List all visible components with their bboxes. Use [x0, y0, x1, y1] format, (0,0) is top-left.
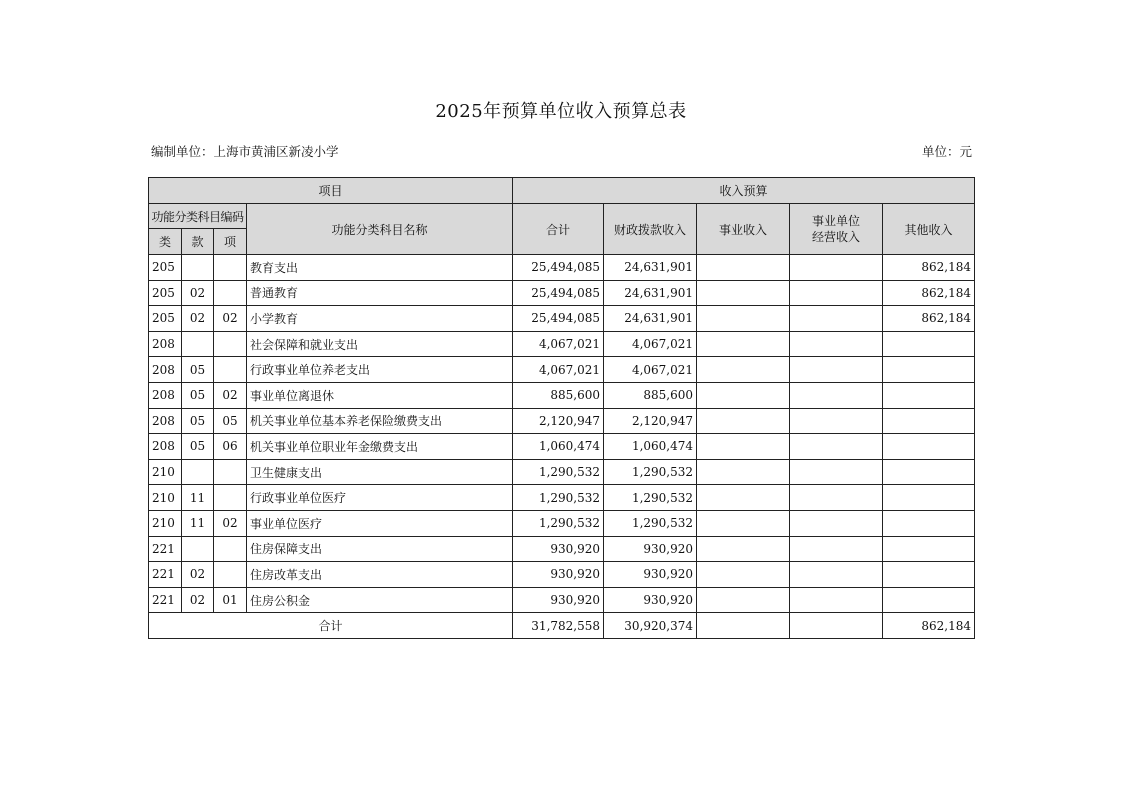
- cell-name: 机关事业单位职业年金缴费支出: [247, 434, 513, 460]
- header-code-group: 功能分类科目编码: [149, 204, 247, 229]
- cell-operating: [790, 510, 883, 536]
- cell-name: 住房公积金: [247, 587, 513, 613]
- budget-table: [148, 177, 975, 639]
- cell-xiang: 06: [214, 434, 247, 460]
- total-row: [149, 613, 975, 639]
- total-operating: [790, 613, 883, 639]
- cell-business: [697, 459, 790, 485]
- cell-name: 住房改革支出: [247, 562, 513, 588]
- cell-total: 1,290,532: [513, 459, 604, 485]
- cell-fiscal: 930,920: [604, 536, 697, 562]
- total-total: 31,782,558: [513, 613, 604, 639]
- cell-name: 教育支出: [247, 255, 513, 281]
- cell-kuan: 05: [182, 408, 214, 434]
- cell-lei: 221: [149, 562, 182, 588]
- cell-name: 普通教育: [247, 280, 513, 306]
- cell-other: [883, 408, 975, 434]
- cell-name: 社会保障和就业支出: [247, 331, 513, 357]
- cell-operating: [790, 408, 883, 434]
- table-row: [149, 485, 975, 511]
- cell-business: [697, 382, 790, 408]
- cell-xiang: 01: [214, 587, 247, 613]
- cell-business: [697, 280, 790, 306]
- table-row: [149, 562, 975, 588]
- cell-lei: 210: [149, 485, 182, 511]
- cell-xiang: [214, 459, 247, 485]
- cell-lei: 208: [149, 408, 182, 434]
- total-business: [697, 613, 790, 639]
- cell-operating: [790, 280, 883, 306]
- cell-fiscal: 930,920: [604, 587, 697, 613]
- table-row: [149, 382, 975, 408]
- cell-kuan: 02: [182, 562, 214, 588]
- cell-lei: 221: [149, 587, 182, 613]
- cell-xiang: [214, 562, 247, 588]
- cell-fiscal: 2,120,947: [604, 408, 697, 434]
- cell-total: 4,067,021: [513, 331, 604, 357]
- currency-unit: 单位：元: [921, 144, 972, 159]
- cell-name: 机关事业单位基本养老保险缴费支出: [247, 408, 513, 434]
- cell-operating: [790, 306, 883, 332]
- cell-fiscal: 930,920: [604, 562, 697, 588]
- cell-name: 事业单位医疗: [247, 510, 513, 536]
- cell-operating: [790, 536, 883, 562]
- total-label: 合计: [149, 613, 513, 639]
- total-fiscal: 30,920,374: [604, 613, 697, 639]
- table-row: [149, 408, 975, 434]
- header-kuan: 款: [182, 229, 214, 255]
- header-operating-line1: 事业单位: [812, 214, 861, 228]
- cell-other: [883, 434, 975, 460]
- cell-lei: 205: [149, 306, 182, 332]
- page-title: 2025年预算单位收入预算总表: [435, 101, 687, 122]
- header-lei: 类: [149, 229, 182, 255]
- cell-lei: 210: [149, 510, 182, 536]
- table-row: [149, 459, 975, 485]
- cell-kuan: 11: [182, 485, 214, 511]
- cell-operating: [790, 434, 883, 460]
- cell-lei: 208: [149, 331, 182, 357]
- cell-lei: 208: [149, 357, 182, 383]
- cell-operating: [790, 331, 883, 357]
- cell-other: [883, 587, 975, 613]
- header-operating: [790, 204, 883, 255]
- header-other: 其他收入: [883, 204, 975, 255]
- header-operating-line2: 经营收入: [812, 230, 861, 244]
- cell-fiscal: 1,290,532: [604, 485, 697, 511]
- cell-total: 930,920: [513, 562, 604, 588]
- cell-xiang: 02: [214, 382, 247, 408]
- cell-fiscal: 885,600: [604, 382, 697, 408]
- table-row: [149, 434, 975, 460]
- header-row-1: [149, 178, 975, 204]
- cell-operating: [790, 562, 883, 588]
- cell-kuan: [182, 331, 214, 357]
- cell-operating: [790, 459, 883, 485]
- cell-name: 住房保障支出: [247, 536, 513, 562]
- cell-total: 1,290,532: [513, 485, 604, 511]
- cell-kuan: 05: [182, 357, 214, 383]
- cell-kuan: [182, 536, 214, 562]
- cell-total: 885,600: [513, 382, 604, 408]
- header-name: 功能分类科目名称: [247, 204, 513, 255]
- cell-name: 事业单位离退休: [247, 382, 513, 408]
- cell-fiscal: 4,067,021: [604, 331, 697, 357]
- header-income-budget: 收入预算: [513, 178, 975, 204]
- cell-kuan: [182, 255, 214, 281]
- cell-fiscal: 24,631,901: [604, 306, 697, 332]
- cell-other: [883, 459, 975, 485]
- cell-total: 2,120,947: [513, 408, 604, 434]
- cell-business: [697, 306, 790, 332]
- cell-total: 4,067,021: [513, 357, 604, 383]
- cell-total: 930,920: [513, 587, 604, 613]
- header-xiang: 项: [214, 229, 247, 255]
- cell-business: [697, 562, 790, 588]
- cell-name: 小学教育: [247, 306, 513, 332]
- cell-lei: 221: [149, 536, 182, 562]
- cell-business: [697, 510, 790, 536]
- header-fiscal: 财政拨款收入: [604, 204, 697, 255]
- cell-business: [697, 434, 790, 460]
- cell-business: [697, 331, 790, 357]
- compiling-unit: 编制单位：上海市黄浦区新凌小学: [151, 144, 339, 159]
- cell-xiang: [214, 536, 247, 562]
- table-row: [149, 331, 975, 357]
- cell-kuan: 02: [182, 587, 214, 613]
- cell-total: 25,494,085: [513, 255, 604, 281]
- header-project: 项目: [149, 178, 513, 204]
- cell-operating: [790, 587, 883, 613]
- cell-xiang: 02: [214, 306, 247, 332]
- cell-business: [697, 536, 790, 562]
- cell-lei: 210: [149, 459, 182, 485]
- cell-kuan: 05: [182, 434, 214, 460]
- cell-name: 行政事业单位医疗: [247, 485, 513, 511]
- cell-operating: [790, 357, 883, 383]
- cell-xiang: 05: [214, 408, 247, 434]
- table-body: [149, 255, 975, 639]
- cell-xiang: 02: [214, 510, 247, 536]
- cell-name: 行政事业单位养老支出: [247, 357, 513, 383]
- cell-xiang: [214, 485, 247, 511]
- cell-xiang: [214, 255, 247, 281]
- table-row: [149, 510, 975, 536]
- cell-fiscal: 1,290,532: [604, 510, 697, 536]
- header-business: 事业收入: [697, 204, 790, 255]
- cell-other: 862,184: [883, 255, 975, 281]
- cell-fiscal: 4,067,021: [604, 357, 697, 383]
- cell-fiscal: 24,631,901: [604, 255, 697, 281]
- table-row: [149, 536, 975, 562]
- cell-total: 930,920: [513, 536, 604, 562]
- table-row: [149, 306, 975, 332]
- cell-fiscal: 1,060,474: [604, 434, 697, 460]
- cell-other: [883, 536, 975, 562]
- cell-total: 25,494,085: [513, 306, 604, 332]
- cell-operating: [790, 485, 883, 511]
- table-row: [149, 587, 975, 613]
- cell-total: 1,060,474: [513, 434, 604, 460]
- cell-operating: [790, 382, 883, 408]
- total-other: 862,184: [883, 613, 975, 639]
- cell-other: 862,184: [883, 306, 975, 332]
- cell-kuan: 02: [182, 306, 214, 332]
- table-row: [149, 357, 975, 383]
- cell-kuan: 05: [182, 382, 214, 408]
- cell-other: [883, 562, 975, 588]
- cell-lei: 205: [149, 255, 182, 281]
- cell-lei: 205: [149, 280, 182, 306]
- cell-xiang: [214, 357, 247, 383]
- cell-total: 1,290,532: [513, 510, 604, 536]
- table-row: [149, 280, 975, 306]
- cell-xiang: [214, 280, 247, 306]
- cell-business: [697, 357, 790, 383]
- cell-business: [697, 255, 790, 281]
- cell-other: [883, 510, 975, 536]
- cell-lei: 208: [149, 382, 182, 408]
- cell-lei: 208: [149, 434, 182, 460]
- cell-fiscal: 1,290,532: [604, 459, 697, 485]
- cell-business: [697, 408, 790, 434]
- cell-name: 卫生健康支出: [247, 459, 513, 485]
- cell-operating: [790, 255, 883, 281]
- cell-other: [883, 485, 975, 511]
- cell-kuan: [182, 459, 214, 485]
- cell-other: [883, 357, 975, 383]
- header-row-2: [149, 204, 975, 229]
- cell-other: [883, 382, 975, 408]
- cell-other: [883, 331, 975, 357]
- cell-kuan: 02: [182, 280, 214, 306]
- cell-total: 25,494,085: [513, 280, 604, 306]
- cell-kuan: 11: [182, 510, 214, 536]
- table-row: [149, 255, 975, 281]
- cell-other: 862,184: [883, 280, 975, 306]
- cell-fiscal: 24,631,901: [604, 280, 697, 306]
- cell-business: [697, 485, 790, 511]
- header-total: 合计: [513, 204, 604, 255]
- cell-xiang: [214, 331, 247, 357]
- cell-business: [697, 587, 790, 613]
